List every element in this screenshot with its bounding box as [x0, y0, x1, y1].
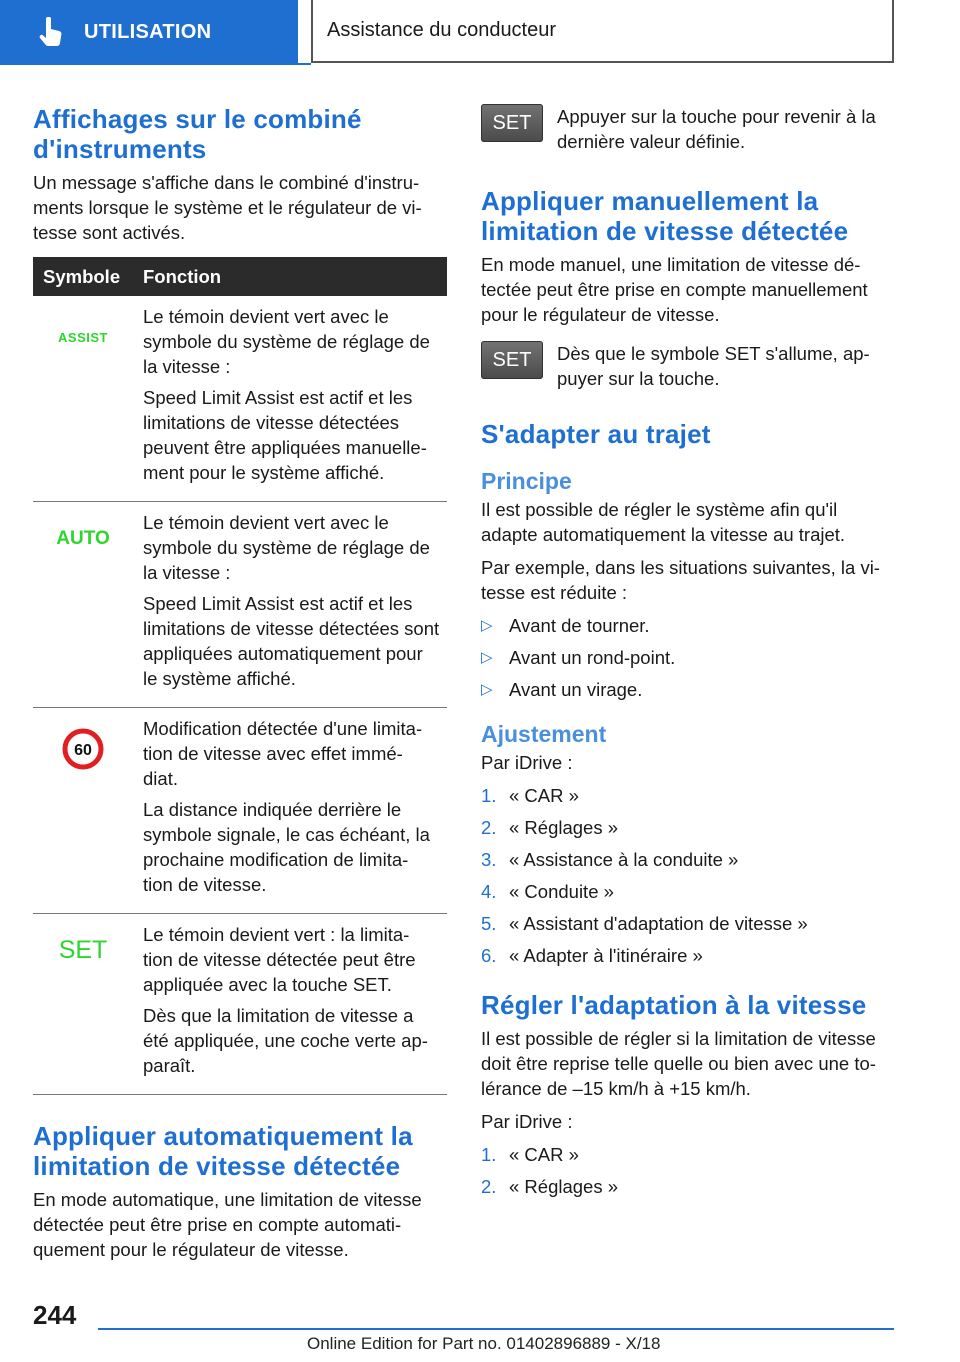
function-cell	[133, 502, 447, 708]
list-item-text: « Conduite »	[509, 881, 614, 902]
header-rule	[0, 63, 311, 65]
set-text: Dès que le symbole SET s'allume, ap- puyer sur la touche.	[557, 343, 870, 389]
page-number: 244	[33, 1300, 77, 1330]
table-header-symbol: Symbole	[33, 257, 133, 296]
left-column	[33, 104, 447, 1270]
heading-auto-apply: Appliquer automatiquement la limitation de vitesse détectée	[33, 1121, 413, 1181]
list-item-text: « Réglages »	[509, 1176, 619, 1197]
step-number: 6.	[481, 945, 497, 966]
speed-adaptation-text: Il est possible de régler si la limitation de vitesse doit être reprise telle quelle ou bien avec une to- lérance de –15 km/h à +15 km/h.	[481, 1028, 876, 1099]
list-item-text: Avant un rond-point.	[509, 647, 676, 668]
list-item	[481, 645, 891, 670]
list-item-text: « Adapter à l'itinéraire »	[509, 945, 703, 966]
set-symbol: SET	[58, 936, 108, 964]
step-number: 1.	[481, 785, 497, 806]
auto-symbol: AUTO	[56, 528, 110, 549]
table-row	[33, 708, 447, 914]
heading-adapt-route: S'adapter au trajet	[481, 419, 711, 449]
row-text: Speed Limit Assist est actif et les limitations de vitesse détectées sont appliquées automatiquement pour le système affiché.	[143, 593, 440, 689]
step-number: 4.	[481, 881, 497, 902]
symbol-table	[33, 257, 447, 1095]
set-button-row	[481, 341, 891, 391]
manual-apply-text: En mode manuel, une limitation de vitesse dé- tectée peut être prise en compte manuellement pour le régulateur de vitesse.	[481, 254, 868, 325]
idrive-label: Par iDrive :	[481, 1111, 573, 1132]
list-item	[481, 1174, 891, 1199]
table-row	[33, 914, 447, 1095]
row-text: Speed Limit Assist est actif et les limitations de vitesse détectées peuvent être appliquées manuelle- ment pour le système affiché.	[143, 387, 427, 483]
symbol-cell	[33, 296, 133, 502]
set-button-icon: SET	[481, 104, 543, 142]
auto-apply-text: En mode automatique, une limitation de vitesse détectée peut être prise en compte automati- quement pour le régulateur de vitesse.	[33, 1189, 422, 1260]
list-item	[481, 613, 891, 638]
set-button-icon: SET	[481, 341, 543, 379]
list-item	[481, 783, 891, 808]
row-text: Dès que la limitation de vitesse a été appliquée, une coche verte ap- paraît.	[143, 1005, 428, 1076]
list-item-text: « Assistant d'adaptation de vitesse »	[509, 913, 808, 934]
table-header-function: Fonction	[133, 257, 447, 296]
list-item	[481, 847, 891, 872]
triangle-bullet-icon: ▷	[481, 649, 493, 666]
list-item	[481, 911, 891, 936]
section-tab	[0, 0, 298, 64]
heading-speed-adaptation: Régler l'adaptation à la vitesse	[481, 990, 867, 1020]
list-item	[481, 677, 891, 702]
speed-limit-sign-icon	[62, 728, 104, 770]
table-row	[33, 296, 447, 502]
heading-displays: Affichages sur le combiné d'instruments	[33, 104, 362, 164]
function-cell	[133, 296, 447, 502]
section-label: UTILISATION	[84, 20, 212, 43]
right-column	[481, 104, 891, 1209]
symbol-cell	[33, 708, 133, 914]
list-item-text: « CAR »	[509, 1144, 579, 1165]
triangle-bullet-icon: ▷	[481, 617, 493, 634]
idrive-steps	[481, 1142, 891, 1199]
situation-list	[481, 613, 891, 702]
triangle-bullet-icon: ▷	[481, 681, 493, 698]
step-number: 2.	[481, 817, 497, 838]
step-number: 3.	[481, 849, 497, 870]
hand-pointer-icon	[38, 17, 64, 47]
heading-manual-apply: Appliquer manuellement la limitation de vitesse détectée	[481, 186, 849, 246]
list-item	[481, 815, 891, 840]
list-item-text: Avant de tourner.	[509, 615, 650, 636]
subheading-adjust: Ajustement	[481, 721, 607, 747]
function-cell	[133, 708, 447, 914]
step-number: 5.	[481, 913, 497, 934]
row-text: La distance indiquée derrière le symbole signale, le cas échéant, la prochaine modification de limita- tion de vitesse.	[143, 799, 430, 895]
table-row	[33, 502, 447, 708]
list-item	[481, 1142, 891, 1167]
list-item-text: « Réglages »	[509, 817, 619, 838]
speed-limit-value: 60	[74, 742, 92, 759]
idrive-label: Par iDrive :	[481, 752, 573, 773]
chapter-title-box	[311, 0, 894, 63]
intro-text: Un message s'affiche dans le combiné d'instru- ments lorsque le système et le régulateur de vi- tesse sont activés.	[33, 172, 422, 243]
set-text: Appuyer sur la touche pour revenir à la dernière valeur définie.	[557, 106, 876, 152]
list-item	[481, 879, 891, 904]
assist-symbol: ASSIST	[58, 330, 108, 345]
list-item-text: Avant un virage.	[509, 679, 643, 700]
chapter-title: Assistance du conducteur	[327, 19, 557, 41]
list-item-text: « CAR »	[509, 785, 579, 806]
list-item	[481, 943, 891, 968]
set-button-row	[481, 104, 891, 154]
step-number: 2.	[481, 1176, 497, 1197]
footer-rule	[98, 1328, 894, 1330]
principle-text: Il est possible de régler le système afin qu'il adapte automatiquement la vitesse au trajet.	[481, 499, 846, 545]
symbol-cell	[33, 502, 133, 708]
subheading-principle: Principe	[481, 468, 572, 494]
row-text: Le témoin devient vert : la limita- tion de vitesse détectée peut être appliquée avec la touche SET.	[143, 924, 416, 995]
list-item-text: « Assistance à la conduite »	[509, 849, 739, 870]
function-cell	[133, 914, 447, 1095]
edition-note: Online Edition for Part no. 01402896889 - X/18	[307, 1334, 661, 1353]
idrive-steps	[481, 783, 891, 968]
symbol-cell	[33, 914, 133, 1095]
row-text: Modification détectée d'une limita- tion de vitesse avec effet immé- diat.	[143, 718, 423, 789]
row-text: Le témoin devient vert avec le symbole du système de réglage de la vitesse :	[143, 306, 430, 377]
step-number: 1.	[481, 1144, 497, 1165]
row-text: Le témoin devient vert avec le symbole du système de réglage de la vitesse :	[143, 512, 430, 583]
principle-text: Par exemple, dans les situations suivantes, la vi- tesse est réduite :	[481, 557, 880, 603]
